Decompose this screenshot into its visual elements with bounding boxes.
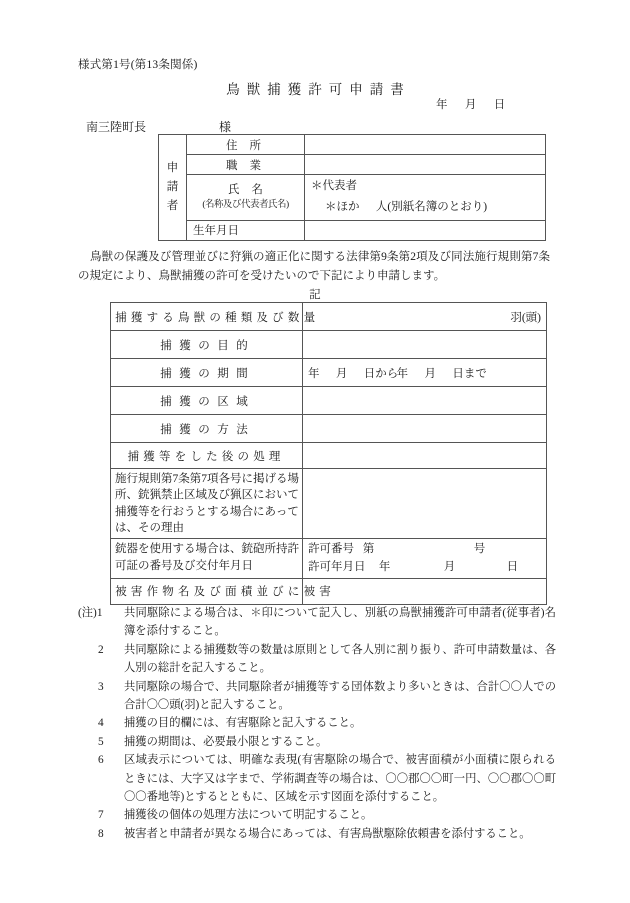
note-text: 捕獲の期間は、必要最小限とすること。 xyxy=(124,735,328,748)
note-text: 共同駆除による捕獲数等の数量は原則として各人別に割り振り、許可申請数量は、各人別の総計を記入すること。 xyxy=(124,643,556,675)
period-value[interactable] xyxy=(303,359,547,387)
period-to-year: 年 xyxy=(396,367,409,380)
address-value[interactable] xyxy=(305,135,546,155)
page-title: 鳥獣捕獲許可申請書 xyxy=(226,82,411,97)
table-row xyxy=(111,443,547,469)
table-row xyxy=(159,155,546,175)
addressee-honorific: 様 xyxy=(219,120,232,134)
permit-date-month: 月 xyxy=(443,560,456,573)
occupation-value[interactable] xyxy=(305,155,546,175)
intro-paragraph: 鳥獣の保護及び管理並びに狩猟の適正化に関する法律第9条第2項及び同法施行規則第7条の規定により、鳥獣捕獲の許可を受けたいので下記により申請します。 xyxy=(78,251,550,282)
post-capture-handling-value[interactable] xyxy=(303,443,547,469)
date-day-label: 日 xyxy=(493,99,506,111)
period-to-month: 月 xyxy=(424,367,436,380)
permit-number-label: 許可番号 xyxy=(308,543,354,556)
representative-marker: ＊代表者 xyxy=(311,180,357,192)
birthdate-value[interactable] xyxy=(305,220,546,240)
table-row xyxy=(111,331,547,359)
note-item xyxy=(78,751,556,806)
note-number: 2 xyxy=(98,643,104,656)
addressee xyxy=(86,118,231,135)
quantity-unit: 羽(頭) xyxy=(510,311,541,324)
purpose-value[interactable] xyxy=(303,331,547,359)
area-label: 捕獲の区域 xyxy=(111,387,303,415)
period-from-month: 月 xyxy=(335,367,348,380)
note-number: 8 xyxy=(98,827,104,840)
permit-number-go: 号 xyxy=(473,543,486,556)
note-number: 6 xyxy=(98,754,104,767)
note-number: 7 xyxy=(98,809,104,822)
note-number: 5 xyxy=(98,735,104,748)
note-text: 捕獲の目的欄には、有害駆除と記入すること。 xyxy=(124,717,362,730)
birthdate-label: 生年月日 xyxy=(187,220,305,240)
table-row xyxy=(159,220,546,240)
method-value[interactable] xyxy=(303,415,547,443)
note-item xyxy=(78,604,556,641)
address-label: 住所 xyxy=(187,135,305,155)
permit-date-year: 年 xyxy=(378,560,391,573)
addressee-name: 南三陸町長 xyxy=(86,120,147,134)
period-label: 捕獲の期間 xyxy=(111,359,303,387)
table-row xyxy=(111,415,547,443)
application-details-table xyxy=(110,302,547,605)
ki-marker: 記 xyxy=(309,289,321,301)
table-row xyxy=(159,175,546,221)
name-label-line1: 氏名 xyxy=(228,184,275,197)
firearm-permit-value[interactable] xyxy=(303,539,547,579)
period-from-year: 年 xyxy=(308,367,320,380)
application-date-line xyxy=(436,96,505,112)
note-item xyxy=(78,678,556,715)
permit-date-label: 許可年月日 xyxy=(308,560,366,573)
note-number: 4 xyxy=(98,717,104,730)
table-row xyxy=(111,578,547,604)
form-code: 様式第1号(第13条関係) xyxy=(78,59,198,71)
table-row xyxy=(111,469,547,539)
note-item xyxy=(78,825,556,843)
note-number: 3 xyxy=(98,680,104,693)
area-value[interactable] xyxy=(303,387,547,415)
name-label xyxy=(187,175,305,221)
permit-number-dai: 第 xyxy=(362,543,375,556)
firearm-permit-label: 銃器を使用する場合は、銃砲所持許可証の番号及び交付年月日 xyxy=(111,539,303,579)
table-row xyxy=(159,135,546,155)
period-from-day: 日から xyxy=(363,367,399,380)
note-item xyxy=(78,806,556,824)
note-number: (注)1 xyxy=(78,607,103,619)
note-text: 区域表示については、明確な表現(有害駆除の場合で、被害面積が小面積に限られるときには、大字又は字まで、学術調査等の場合は、〇〇郡〇〇町一円、〇〇郡〇〇町〇〇番地等)とするとともに、区域を示す図面を添付すること。 xyxy=(124,754,556,804)
applicant-vertical-label: 申 請 者 xyxy=(159,135,187,241)
species-quantity-label: 捕獲する鳥獣の種類及び数量 xyxy=(111,303,303,331)
notes-section xyxy=(78,604,556,843)
note-item xyxy=(78,641,556,678)
date-month-label: 月 xyxy=(464,99,477,111)
notes-prefix: (注) xyxy=(78,607,97,619)
occupation-label: 職業 xyxy=(187,155,305,175)
table-row xyxy=(111,539,547,579)
permit-date-day: 日 xyxy=(506,560,519,573)
note-item xyxy=(78,714,556,732)
period-to-day: 日まで xyxy=(452,367,487,380)
others-label: ＊ほか xyxy=(325,200,360,213)
method-label: 捕獲の方法 xyxy=(111,415,303,443)
permit-number-line xyxy=(308,541,541,558)
note-text: 被害者と申請者が異なる場合にあっては、有害鳥獣駆除依頼書を添付すること。 xyxy=(124,827,531,840)
applicant-table xyxy=(158,134,546,241)
note-text: 共同駆除の場合で、共同駆除者が捕獲等する団体数より多いときは、合計〇〇人での合計〇〇頭(羽)と記入すること。 xyxy=(124,680,556,712)
name-value[interactable] xyxy=(305,175,546,221)
table-row xyxy=(111,387,547,415)
note-item xyxy=(78,733,556,751)
species-quantity-value[interactable] xyxy=(303,303,547,331)
table-row xyxy=(111,359,547,387)
note-text: 捕獲後の個体の処理方法について明記すること。 xyxy=(124,809,373,822)
restricted-area-reason-label: 施行規則第7条第7項各号に掲げる場所、銃猟禁止区域及び猟区において捕獲等を行おうとする場合にあっては、その理由 xyxy=(111,469,303,539)
post-capture-handling-label: 捕獲等をした後の処理 xyxy=(111,443,303,469)
damaged-crops-value[interactable] xyxy=(303,578,547,604)
damaged-crops-label: 被害作物名及び面積並びに被害 xyxy=(111,578,303,604)
others-suffix: 人(別紙名簿のとおり) xyxy=(375,200,488,213)
purpose-label: 捕獲の目的 xyxy=(111,331,303,359)
note-text: 共同駆除による場合は、＊印について記入し、別紙の鳥獣捕獲許可申請者(従事者)名簿を添付すること。 xyxy=(124,607,556,638)
name-label-line2: (名称及び代表者氏名) xyxy=(202,199,289,210)
date-year-label: 年 xyxy=(436,99,448,111)
restricted-area-reason-value[interactable] xyxy=(303,469,547,539)
others-count-line xyxy=(311,199,539,217)
permit-date-line xyxy=(308,559,541,576)
table-row xyxy=(111,303,547,331)
